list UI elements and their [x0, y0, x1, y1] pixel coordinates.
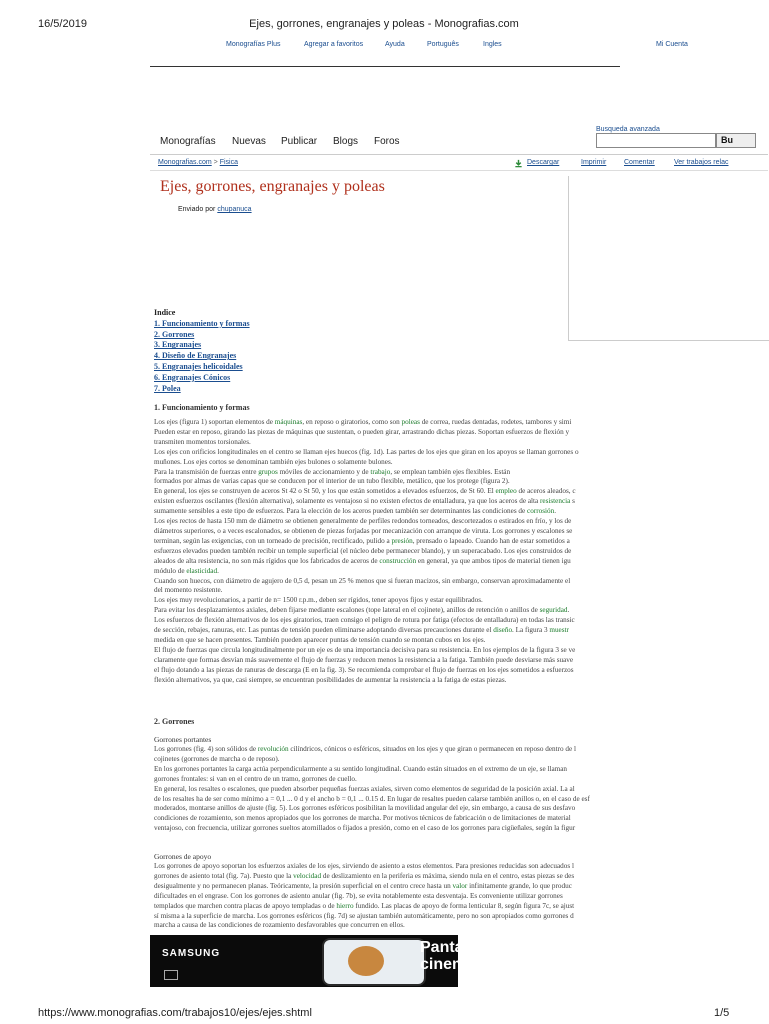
toc-item[interactable]: 7. Polea: [154, 383, 181, 393]
search-input[interactable]: [596, 133, 716, 148]
ad-badge-icon: [164, 970, 178, 980]
paragraph: desigualmente y no permanecen planas. Teóricamente, la presión superficial en el centro crece hasta un valor infinitamente grande, lo que produc: [154, 881, 572, 890]
ad-phone-image: [322, 938, 426, 986]
subsection-heading: Gorrones portantes: [154, 735, 212, 744]
paragraph: Los gorrones (fig. 4) son sólidos de revolución cilíndricos, cónicos o esféricos, situados en los ejes y que giran o permanecen en reposo dentro de l: [154, 745, 576, 753]
section-2-body-b: [154, 862, 768, 931]
ad-placeholder: [568, 176, 769, 341]
ad-tagline-line2: cinematog: [420, 956, 501, 973]
paragraph: transmiten momentos torsionales.: [154, 437, 251, 446]
paragraph: Los ejes muy revolucionarios, a partir de n= 1500 r.p.m., deben ser rígidos, tener apoyos fijos y estar equilibrados.: [154, 596, 483, 605]
toc-item[interactable]: 3. Engranajes: [154, 340, 202, 350]
paragraph: templados que marchen contra placas de apoyo templadas o de hierro fundido. Las placas de apoyo de forma lenticular 8, según figura 7c, se ajust: [154, 901, 575, 910]
breadcrumb-home[interactable]: Monografias.com: [158, 159, 212, 166]
paragraph: Para la transmisión de fuerzas entre grupos móviles de accionamiento y de trabajo, se emplean también ejes flexibles. Están: [154, 467, 511, 476]
paragraph: terminan, según las exigencias, con un torneado de precisión, rectificado, pulido a presión, prensado o lapeado. Cuando han de estar sometidos a: [154, 536, 570, 545]
paragraph: gorrones de asiento total (fig. 7a). Puesto que la velocidad de deslizamiento en la periferia es máxima, siendo nula en el centro, estas piezas se des: [154, 871, 575, 880]
paragraph: módulo de elasticidad.: [154, 566, 219, 575]
paragraph: aleados de alta resistencia, no son más rígidos que los fabricados de aceros de construcción en general, ya que ambos tipos de material tienen igu: [154, 556, 571, 565]
paragraph: Los ejes rectos de hasta 150 mm de diámetro se obtienen generalmente de perfiles redondos torneados, descortezados o estirados en frío, y los de: [154, 517, 572, 526]
print-link[interactable]: Imprimir: [581, 159, 607, 166]
nav-monografias[interactable]: Monografías: [160, 136, 216, 147]
paragraph: Los esfuerzos de flexión alternativos de los ejes giratorios, traen consigo el peligro de rotura por fatiga (efectos de entalladura) en todas las transic: [154, 616, 575, 625]
section-2-body-a: [154, 745, 768, 834]
page-title: Ejes, gorrones, engranajes y poleas: [160, 178, 385, 195]
section-heading: 2. Gorrones: [154, 717, 195, 726]
comment-link[interactable]: Comentar: [624, 159, 655, 166]
advanced-search-link[interactable]: Busqueda avanzada: [596, 126, 660, 133]
download-link[interactable]: Descargar: [527, 159, 560, 166]
ad-tagline: [420, 939, 500, 973]
paragraph: dificultades en el engrase. Con los gorrones de asiento anular (fig. 7b), se evita notablemente esta desventaja. Es conveniente utilizar gorrones: [154, 891, 563, 900]
samsung-ad-banner[interactable]: [150, 935, 501, 987]
breadcrumb-category[interactable]: Fisica: [219, 159, 238, 166]
table-of-contents: [154, 308, 250, 394]
paragraph: de los resaltes ha de ser como mínimo a = 0,1 ... 0 d y el ancho b = 0,1 ... 0.15 d. En lugar de resaltes pueden calarse también anillos o, en el caso de esf: [154, 794, 590, 803]
top-link-plus[interactable]: Monografías Plus: [226, 41, 281, 48]
top-link-english[interactable]: Ingles: [483, 41, 502, 48]
paragraph: de sección, rebajes, ranuras, etc. Las puntas de tensión pueden eliminarse adoptando diversas precauciones durante el diseño. La figura 3 muestr: [154, 626, 569, 635]
paragraph: Los gorrones de apoyo soportan los esfuerzos axiales de los ejes, sirviendo de asiento a estos elementos. Para presiones reducidas son adecuados l: [154, 862, 574, 870]
paragraph: claramente que formas desvían más suavemente el flujo de fuerzas y reducen menos la resistencia a la fatiga. También puede desviarse más suave: [154, 655, 574, 664]
ad-dog-image: [348, 946, 384, 976]
print-page-number: 1/5: [714, 1007, 730, 1019]
paragraph: cojinetes (gorrones de marcha o de reposo).: [154, 754, 280, 763]
paragraph: Cuando son huecos, con diámetro de agujero de 0,5 d, pesan un 25 % menos que si fueran macizos, sin embargo, conservan aproximadamente el: [154, 576, 571, 585]
top-link-favorites[interactable]: Agregar a favoritos: [304, 41, 364, 48]
toc-item[interactable]: 1. Funcionamiento y formas: [154, 318, 250, 328]
divider: [150, 154, 768, 155]
nav-blogs[interactable]: Blogs: [333, 136, 359, 147]
section-1-body: [154, 418, 768, 685]
paragraph: ventajoso, con frecuencia, utilizar gorrones sueltos atornillados o fijados a presión, como en el caso de los gorrones para cigüeñales, según la figur: [154, 824, 576, 833]
divider: [150, 170, 768, 171]
paragraph: Para evitar los desplazamientos axiales, deben fijarse mediante escalones (tope lateral en el cojinete), anillos de retención o anillos de seguridad.: [154, 606, 570, 615]
paragraph: sumamente sensibles a este tipo de esfuerzos. Para la elección de los aceros pueden también ser determinantes las condiciones de corrosión.: [154, 507, 556, 516]
print-title: Ejes, gorrones, engranajes y poleas - Monografias.com: [249, 18, 519, 30]
toc-item[interactable]: 6. Engranajes Cónicos: [154, 372, 231, 382]
paragraph: gorrones frontales: si van en el centro de un tramo, gorrones de cuello.: [154, 774, 357, 783]
print-date: 16/5/2019: [38, 18, 87, 30]
paragraph: El flujo de fuerzas que circula longitudinalmente por un eje es de una importancia decisiva para su resistencia. En los ejemplos de la figura 3 se ve: [154, 645, 576, 654]
author-link[interactable]: chupanuca: [217, 206, 252, 213]
print-url: https://www.monografias.com/trabajos10/ejes/ejes.shtml: [38, 1007, 312, 1019]
paragraph: condiciones de rozamiento, son menos apropiados que los gorrones de marcha. Por motivos técnicos de fabricación o de limitaciones de material: [154, 814, 571, 823]
paragraph: flexión alternativos, ya que, casi siempre, se encuentran posibilidades de aumentar la resistencia a la fatiga de estas piezas.: [154, 675, 507, 684]
print-header: [0, 0, 768, 40]
toc-item[interactable]: 2. Gorrones: [154, 329, 195, 339]
breadcrumb-separator: >: [211, 159, 220, 166]
paragraph: Los ejes con orificios longitudinales en el centro se llaman ejes huecos (fig. 1d). Las partes de los ejes que giran en los apoyos se llaman gorrones o: [154, 447, 579, 456]
paragraph: En general, los ejes se construyen de aceros St 42 o St 50, y los que están sometidos a elevados esfuerzos, de St 60. El empleo de aceros aleados, c: [154, 487, 576, 496]
paragraph: esfuerzos elevados pueden también recibir un temple superficial (el núcleo debe permanecer blando), y un superacabado. Los ejes construidos de: [154, 546, 572, 555]
paragraph: el flujo dotando a las piezas de ranuras de descarga (E en la fig. 3). Se recomienda comprobar el flujo de fuerzas en los ejes sometidos a esfuerzos: [154, 665, 574, 674]
paragraph: formados por almas de varias capas que se conducen por el interior de un tubo flexible, metálico, que los protege (figura 2).: [154, 477, 510, 486]
nav-nuevas[interactable]: Nuevas: [232, 136, 266, 147]
top-link-help[interactable]: Ayuda: [385, 41, 405, 48]
ad-tagline-line1: Pantalla in: [420, 939, 501, 956]
search-button[interactable]: Bu: [716, 133, 756, 148]
download-icon: [514, 159, 523, 168]
paragraph: En general, los resaltes o escalones, que pueden absorber pequeñas fuerzas axiales, sirven como elementos de seguridad de la posición axial. La al: [154, 784, 575, 793]
paragraph: medida en que se hacen presentes. También pueden aparecer puntas de tensión cuando se montan cubos en los ejes.: [154, 635, 486, 644]
paragraph: existen esfuerzos oscilantes (flexión alternativa), solamente es ventajoso si no existen efectos de entalladura, ya que los aceros de alta resistencia s: [154, 497, 575, 506]
paragraph: Los ejes (figura 1) soportan elementos de máquinas, en reposo o giratorios, como son poleas de correa, ruedas dentadas, rodetes, tambores y simi: [154, 418, 572, 426]
toc-heading: Indice: [154, 308, 176, 317]
paragraph: muñones. Los ejes cortos se denominan también ejes bulones o solamente bulones.: [154, 457, 393, 466]
breadcrumb: [158, 159, 238, 166]
divider: [150, 66, 620, 67]
related-works-link[interactable]: Ver trabajos relac: [674, 159, 729, 166]
paragraph: sí misma a la superficie de marcha. Los gorrones esféricos (fig. 7d) se ajustan también automáticamente, pero no son apropiados como gorrones d: [154, 911, 574, 920]
paragraph: moderados, montarse anillos de ajuste (fig. 5). Los gorrones esféricos posibilitan la movilidad angular del eje, sin embargo, a causa de sus desfavo: [154, 804, 576, 813]
paragraph: diámetros superiores, o a veces escalonados, se obtienen de piezas forjadas por mecanización con arranque de viruta. Los gorrones y escalones se: [154, 526, 573, 535]
toc-item[interactable]: 5. Engranajes helicoidales: [154, 361, 243, 371]
paragraph: En los gorrones portantes la carga actúa perpendicularmente a su sentido longitudinal. Cuando están situados en el extremo de un eje, se llaman: [154, 764, 568, 773]
ad-brand-logo: SAMSUNG: [162, 948, 221, 959]
nav-publicar[interactable]: Publicar: [281, 136, 318, 147]
nav-foros[interactable]: Foros: [374, 136, 400, 147]
subsection-heading: Gorrones de apoyo: [154, 852, 212, 861]
top-link-account[interactable]: Mi Cuenta: [656, 41, 688, 48]
toc-item[interactable]: 4. Diseño de Engranajes: [154, 351, 237, 361]
top-link-portuguese[interactable]: Português: [427, 41, 459, 48]
paragraph: del momento resistente.: [154, 586, 223, 595]
paragraph: marcha a causa de las condiciones de rozamiento desfavorables que concurren en ellos.: [154, 921, 405, 930]
byline-prefix: Enviado por: [178, 206, 218, 213]
byline: [178, 206, 252, 213]
section-heading: 1. Funcionamiento y formas: [154, 403, 250, 412]
paragraph: Pueden estar en reposo, girando las piezas de máquinas que sustentan, o pueden girar, arrastrando dichas piezas. Soportan esfuerzos de flexión y: [154, 427, 570, 436]
